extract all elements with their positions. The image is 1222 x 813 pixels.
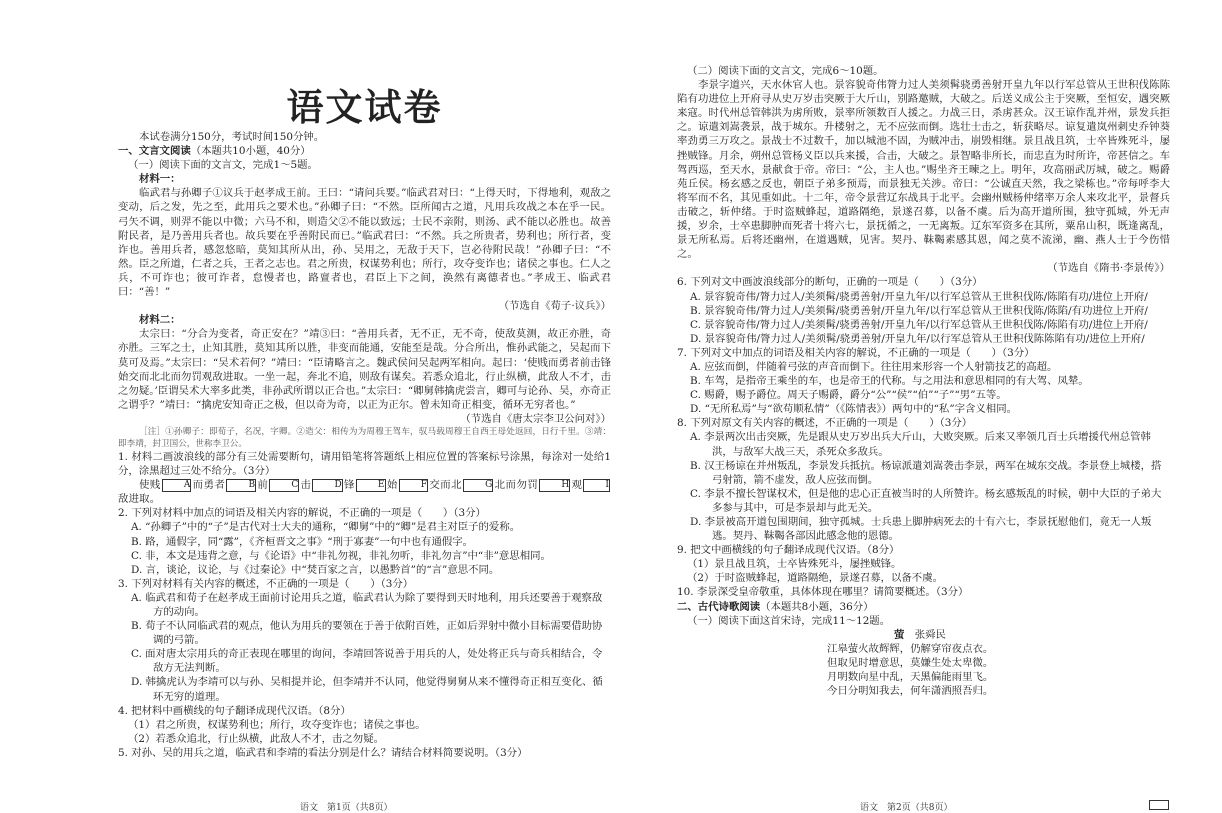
question-1: 1. 材料二画波浪线的部分有三处需要断句，请用铅笔将答题纸上相应位置的答案标号涂黑，每涂对一处给1分，涂黑超过三处不给分。（3分）	[118, 450, 611, 478]
question-3: 3. 下列对材料有关内容的概述，不正确的一项是（ ）（3分）	[118, 577, 414, 590]
poem-line: 江皋萤火故辉辉，仍解穿帘夜点衣。	[827, 642, 994, 655]
section1-heading: 一、文言文阅读（本题共10小题，40分）	[118, 145, 311, 158]
footer-left: 语文 第1页（共8页）	[300, 803, 393, 813]
part2-intro: （二）阅读下面的文言文，完成6～10题。	[687, 65, 884, 77]
q2-option-c[interactable]: C. 非，本文是违背之意，与《论语》中“非礼勿视，非礼勿听，非礼勿言”中“非”意思相同。	[131, 549, 551, 562]
q3-option-d[interactable]: D. 韩擒虎认为李靖可以与孙、吴相提并论，但李靖并不认同，他觉得舅舅从来不懂得奇正相互变化、循环无穷的道理。	[131, 676, 603, 703]
q4-item-1: （1）君之所贵，权谋势利也；所行，攻夺变诈也；诸侯之事也。	[128, 718, 426, 731]
question-2: 2. 下列对材料中加点的词语及相关内容的解说，不正确的一项是（ ）（3分）	[118, 507, 486, 520]
q6-option-a[interactable]: A. 景容貌奇伟/膂力过人/美须髯/骁勇善射/开皇九年/以行军总管从王世积伐陈/陈陷有功/进位上开府/	[690, 290, 1148, 303]
q3-option-b[interactable]: B. 荀子不认同临武君的观点，他认为用兵的要领在于善于依附百姓，正如后羿射中微小目标需要借助协调的弓箭。	[131, 620, 603, 647]
page-marker	[1149, 800, 1169, 810]
q1-answer-line: 使贱 A 而勇者 B 前 C 击 D 锋 E 始 F 交而北 G 北而勿罚 H 观 I敌进取。	[118, 479, 609, 506]
left-column	[118, 0, 611, 760]
material1-text: 临武君与孙卿子①议兵于赵孝成王前。王曰：“请问兵要。”临武君对曰：“上得天时，下得地利，观敌之变动，后之发，先之至，此用兵之要术也。”孙卿子曰：“不然。臣所闻古之道，凡用兵攻战之本在乎一民。弓矢不调，则羿不能以中微；六马不和，则造父②不能以致远；士民不亲附，则汤、武不能以必胜也。故善附民者，是乃善用兵者也。故兵要在乎善附民而已。”临武君曰：“不然。兵之所贵者，势利也；所行者，变诈也。善用兵者，感忽悠暗，莫知其所从出，孙、吴用之，无敌于天下，岂必待附民哉！”孙卿子曰：“不然。臣之所道，仁者之兵，王者之志也。君之所贵，权谋势利也；所行，攻夺变诈也；诸侯之事也。仁人之兵，不可诈也；彼可诈者，怠慢者也，路亶者也，君臣上下之间，涣然有离德者也。”孝成王、临武君曰：“善！”	[118, 187, 611, 299]
page-title: 语文试卷	[286, 86, 443, 129]
answer-box-g[interactable]: G	[463, 479, 493, 492]
passage2-text: 李景字道兴，天水休官人也。景容貌奇伟膂力过人美须髯骁勇善射开皇九年以行军总管从王世积伐陈陈陷有功进位上开府寻从史万岁击突厥于大斤山，别路邀贼，大破之。后送义成公主于突厥，至恒安，遇突厥来寇。时代州总管韩洪为虏所败，景率所领数百人援之。力战三日，杀虏甚众。汉王谅作乱并州，景发兵拒之。谅遣刘嵩袭景，战于城东。升楼射之，无不应弦而倒。选壮士击之，斩获略尽。谅复遣岚州刺史乔钟葵率劲勇三万攻之。景战士不过数千，加以城池不固，为贼冲击，崩毁相继。景且战且筑，士卒皆殊死斗，屡挫贼锋。月余，朔州总管杨义臣以兵来援，合击，大破之。景智略非所长，而忠直为时所许，帝甚信之。车驾西巡，至天水，景献食于帝。帝曰：“公，主人也。”赐坐齐王暕之上。明年，攻高丽武厉城，破之。赐爵苑丘侯。杨玄感之反也，朝臣子弟多预焉，而景独无关涉。帝曰：“公诚直天然，我之梁栋也。”帝每呼李大将军而不名，其见重如此。十二年，帝令景营辽东战具于北平。会幽州贼杨仲绪率万余人来攻北平，景督兵击破之，斩仲绪。于时盗贼蜂起，道路隔绝，景遂召募，以备不虞。后为高开道所围，独守孤城，外无声援，岁余，士卒患脚肿而死者十将六七，景抚循之，一无离叛。辽东军资多在其所，粟帛山积，既逢离乱，景无所私焉。后将还幽州，在道遇贼，见害。契丹、靺鞨素感其恩，闻之莫不流涕，幽、燕人士于今伤惜之。	[677, 79, 1170, 261]
exam-intro: 本试卷满分150分，考试时间150分钟。	[139, 131, 325, 143]
material1-label: 材料一：	[139, 173, 181, 186]
footer-right: 语文 第2页（共8页）	[860, 803, 953, 813]
q7-option-a[interactable]: A. 应弦而倒，伴随着弓弦的声音而倒下。往往用来形容一个人射箭技艺的高超。	[690, 360, 1058, 373]
poem-line: 月明数向星中乱，天黑偏能雨里飞。	[827, 671, 994, 684]
q2-option-d[interactable]: D. 言，谈论，议论，与《过秦论》中“焚百家之言，以愚黔首”的“言”意思不同。	[131, 563, 500, 576]
poem-line: 今日分明知我去，何年潇洒照吾归。	[827, 685, 994, 698]
q7-option-b[interactable]: B. 车驾，是指帝王乘坐的车，也是帝王的代称。与之用法和意思相同的有大驾、凤辇。	[690, 375, 1089, 388]
footnotes: ［注］①孙卿子：即荀子，名况，字卿。②造父：相传为为周穆王驾车，驭马载周穆王自西王母处返回，日行千里。③靖：即李靖，封卫国公，世称李卫公。	[118, 426, 611, 449]
q7-option-d[interactable]: D. “无所私焉”与“欲苟顺私情”（《陈情表》）两句中的“私”字含义相同。	[690, 403, 1017, 416]
q3-option-a[interactable]: A. 临武君和荀子在赵孝成王面前讨论用兵之道，临武君认为除了要得到天时地利，用兵还要善于观察敌方的动向。	[131, 591, 603, 618]
q8-option-c[interactable]: C. 李景不擅长智谋权术，但是他的忠心正直被当时的人所赞许。杨玄感叛乱的时候，朝中大臣的子弟大多参与其中，可是李景却与此无关。	[690, 487, 1162, 514]
section2-heading: 二、古代诗歌阅读（本题共8小题，36分）	[677, 600, 874, 613]
q6-option-d[interactable]: D. 景容貌奇伟/膂力过人/美须髯/骁勇善射/开皇九年/以行军总管从王世积伐陈陈陷有功/进位上开府/	[690, 332, 1145, 345]
poem-author: 张舜民	[914, 628, 946, 641]
q9-item-2: （2）于时盗贼蜂起，道路隔绝，景遂召募，以备不虞。	[687, 572, 943, 585]
q7-option-c[interactable]: C. 赐爵，赐予爵位。周天子赐爵，爵分“公”“侯”“伯”“子”“男”五等。	[690, 389, 1007, 402]
poem-heading	[677, 628, 1170, 642]
section2-part1-intro: （一）阅读下面这首宋诗，完成11～12题。	[687, 614, 891, 627]
material2-source: （节选自《唐太宗李卫公问对》）	[460, 412, 611, 425]
answer-box-e[interactable]: E	[356, 479, 386, 492]
material1-source: （节选自《荀子·议兵》）	[498, 300, 611, 313]
right-column	[677, 64, 1170, 698]
q6-option-c[interactable]: C. 景容貌奇伟/膂力过人/美须髯/骁勇善射/开皇九年/以行军总管从王世积伐陈/陈陷有功/进位上开府/	[690, 318, 1148, 331]
answer-box-b[interactable]: B	[226, 479, 256, 492]
q8-option-d[interactable]: D. 李景被高开道包围期间，独守孤城。士兵患上脚肿病死去的十有六七，李景抚慰他们，竟无一人叛逃。契丹、靺鞨各部因此感念他的恩德。	[690, 516, 1152, 543]
poem-line: 但取见时增意思，莫嫌生处太卑微。	[827, 656, 994, 669]
passage2-source: （节选自《隋书·李景传》）	[1047, 262, 1170, 275]
question-5: 5. 对孙、吴的用兵之道，临武君和李靖的看法分别是什么？请结合材料简要说明。（3分）	[118, 746, 528, 759]
poem-title: 萤	[894, 628, 905, 641]
q8-option-b[interactable]: B. 汉王杨谅在并州叛乱，李景发兵抵抗。杨谅派遣刘嵩袭击李景，两军在城东交战。李景登上城楼，搭弓射箭，箭不虚发，敌人应弦而倒。	[690, 459, 1162, 486]
question-4: 4. 把材料中画横线的句子翻译成现代汉语。（8分）	[118, 704, 351, 717]
answer-box-d[interactable]: D	[312, 479, 342, 492]
q6-option-b[interactable]: B. 景容貌奇伟/膂力过人/美须髯/骁勇善射/开皇九年/以行军总管从王世积伐陈/陈陷/有功进位上开府/	[690, 304, 1148, 317]
material2-text: 太宗曰：“分合为变者，奇正安在？”靖③曰：“善用兵者，无不正，无不奇，使敌莫测，故正亦胜，奇亦胜。三军之士，止知其胜，莫知其所以胜，非变而能通，安能至是哉。分合所出，惟孙武能之，吴起而下莫可及焉。”太宗曰：“吴术若何？”靖曰：“臣请略言之。魏武侯问吴起两军相向。起曰：‘使贱而勇者前击锋始交而北北而勿罚观敌进取。一坐一起，奔北不追，则敌有谋矣。若悉众追北，行止纵横，此敌人不才，击之勿疑。’臣谓吴术大率多此类，非孙武所谓以正合也。”太宗曰：“卿舅韩擒虎尝言，卿可与论孙、吴，亦奇正之谓乎？”靖曰：“擒虎安知奇正之极，但以奇为奇，以正为正尔。曾未知奇正相变，循环无穷者也。”	[118, 328, 611, 411]
question-6: 6. 下列对文中画波浪线部分的断句，正确的一项是（ ）（3分）	[677, 276, 983, 289]
question-10: 10. 李景深受皇帝敬重，具体体现在哪里？请简要概述。（3分）	[677, 586, 969, 599]
q9-item-1: （1）景且战且筑，士卒皆殊死斗，屡挫贼锋。	[687, 558, 902, 571]
part1-intro: （一）阅读下面的文言文，完成1～5题。	[128, 159, 318, 172]
question-8: 8. 下列对原文有关内容的概述，不正确的一项是（ ）（3分）	[677, 417, 973, 430]
answer-box-c[interactable]: C	[269, 479, 299, 492]
q2-option-b[interactable]: B. 路，通假字，同“露”，《齐桓晋文之事》“刑于寡妻”一句中也有通假字。	[131, 535, 474, 548]
question-9: 9. 把文中画横线的句子翻译成现代汉语。（8分）	[677, 544, 900, 557]
answer-box-i[interactable]: I	[583, 479, 610, 492]
answer-box-f[interactable]: F	[399, 479, 428, 492]
answer-box-a[interactable]: A	[162, 479, 192, 492]
q2-option-a[interactable]: A. “孙卿子”中的“子”是古代对士大夫的通称，“卿舅”中的“卿”是君主对臣子的爱称。	[131, 521, 521, 534]
answer-box-h[interactable]: H	[539, 479, 570, 492]
q3-option-c[interactable]: C. 面对唐太宗用兵的奇正表现在哪里的询问，李靖回答说善于用兵的人，处处将正兵与奇兵相结合，令敌方无法判断。	[131, 648, 603, 675]
material2-label: 材料二：	[139, 314, 181, 327]
question-7: 7. 下列对文中加点的词语及相关内容的解说，不正确的一项是（ ）（3分）	[677, 346, 1035, 359]
q8-option-a[interactable]: A. 李景两次出击突厥，先是跟从史万岁出兵大斤山，大败突厥。后来又率领几百士兵增援代州总管韩洪，与敌军大战三天，杀死众多敌兵。	[690, 431, 1151, 458]
q4-item-2: （2）若悉众追北，行止纵横，此敌人不才，击之勿疑。	[128, 732, 384, 745]
